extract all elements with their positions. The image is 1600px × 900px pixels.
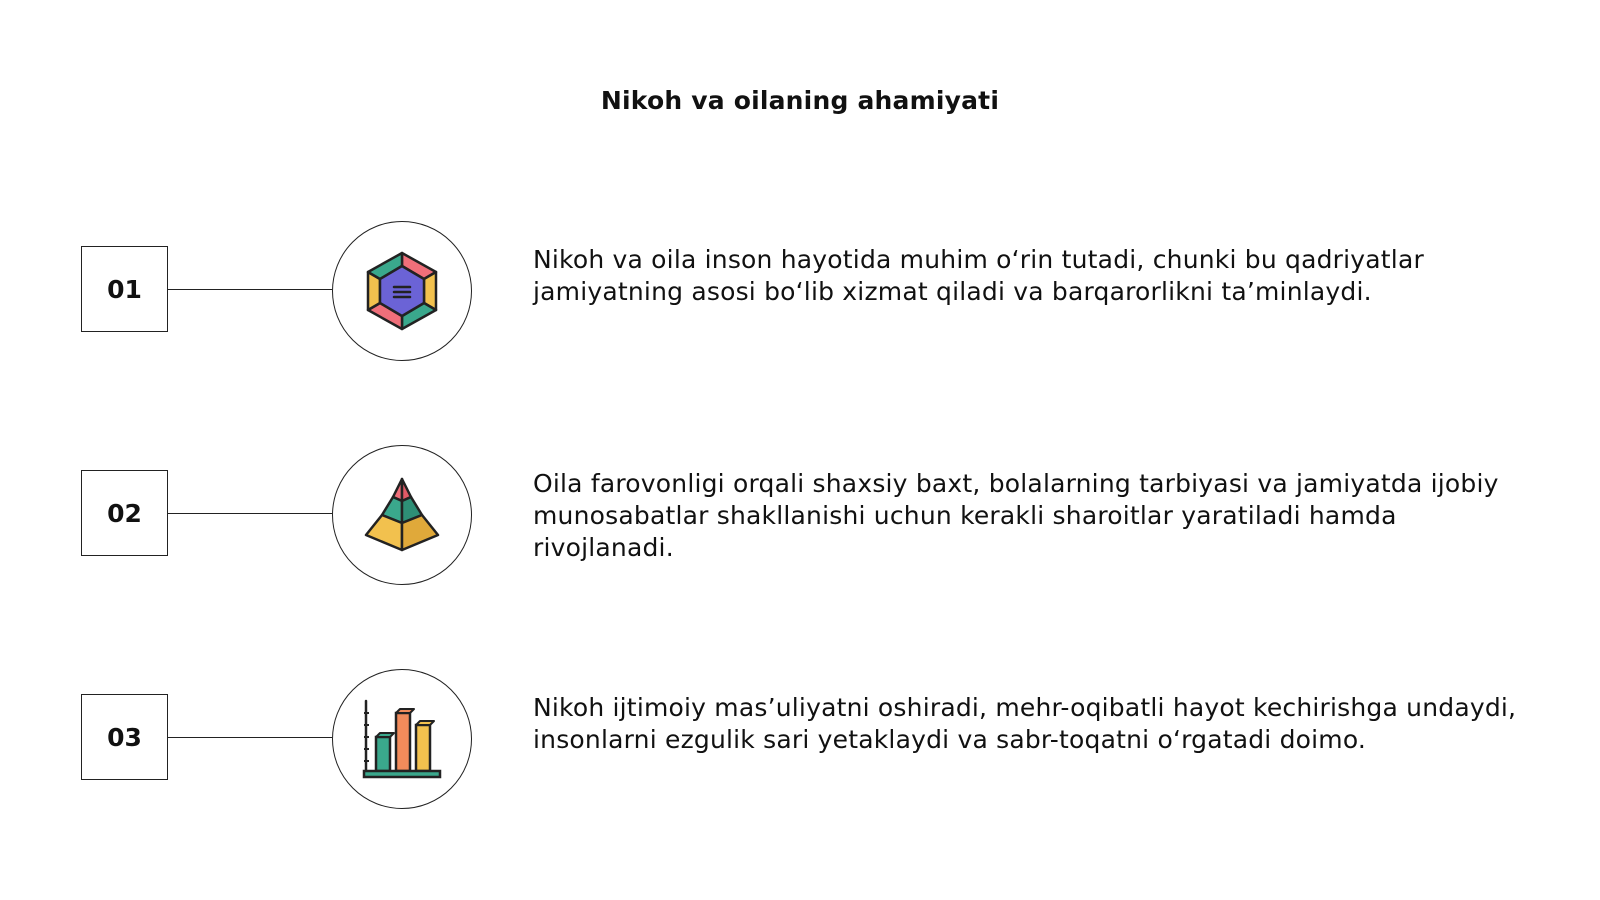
item-number: 01 <box>81 246 168 332</box>
icon-circle <box>332 445 472 585</box>
bar-chart-icon <box>360 697 444 781</box>
item-number: 03 <box>81 694 168 780</box>
connector-line <box>168 513 332 514</box>
connector-line <box>168 737 332 738</box>
icon-circle <box>332 669 472 809</box>
list-item <box>0 444 1600 584</box>
item-number: 02 <box>81 470 168 556</box>
item-description: Oila farovonligi orqali shaxsiy baxt, bolalarning tarbiyasi va jamiyatda ijobiy munosabatlar shakllanishi uchun kerakli sharoitlar yaratiladi hamda rivojlanadi. <box>533 469 1499 562</box>
item-description: Nikoh va oila inson hayotida muhim o‘rin tutadi, chunki bu qadriyatlar jamiyatning asosi bo‘lib xizmat qiladi va barqarorlikni ta’minlaydi. <box>533 245 1424 306</box>
list-item <box>0 220 1600 360</box>
pyramid-icon <box>362 475 442 555</box>
hexagon-icon <box>364 250 440 332</box>
item-description: Nikoh ijtimoiy mas’uliyatni oshiradi, mehr-oqibatli hayot kechirishga undaydi, insonlarni ezgulik sari yetaklaydi va sabr-toqatni o‘rgatadi doimo. <box>533 693 1517 754</box>
icon-circle <box>332 221 472 361</box>
connector-line <box>168 289 332 290</box>
page-title: Nikoh va oilaning ahamiyati <box>600 86 1000 115</box>
list-item <box>0 668 1600 808</box>
